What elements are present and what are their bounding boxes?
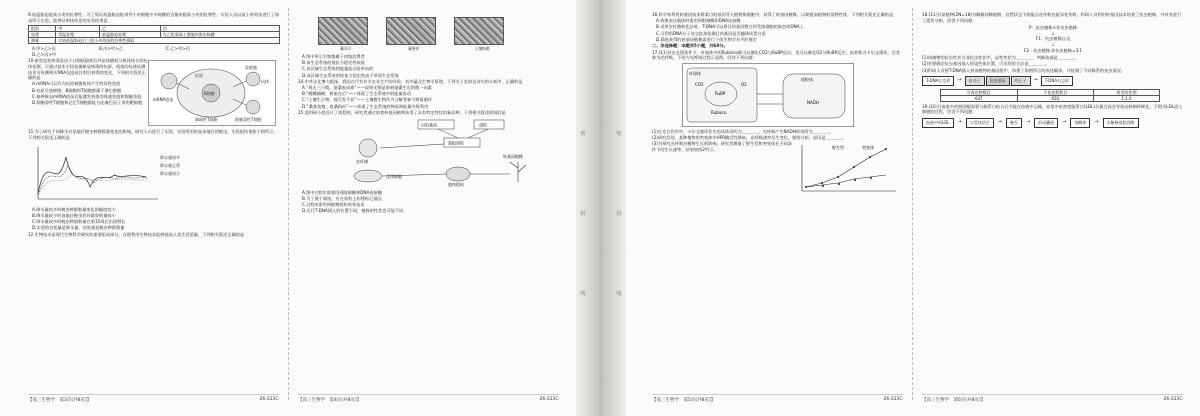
vector-segment: T-DNA右边界: [1041, 76, 1073, 86]
footer-code: ·26-223C·: [538, 397, 560, 402]
question-9: [28, 12, 280, 57]
question-14: [298, 79, 560, 109]
flow-label: 农杆菌: [356, 158, 368, 164]
immune-diagram-svg: [149, 61, 275, 125]
page-fold: [912, 8, 913, 400]
flow-step: 溶酶体: [1070, 118, 1090, 128]
subquestion: (2)若要确定抗虫基因插入的染色体位置，可采用的方法是＿＿＿＿。: [922, 61, 1050, 67]
option: B.降水量较少时该地区蝗虫的环境容纳量较小: [32, 212, 116, 218]
seal-mark: 密: [616, 131, 622, 137]
option: C.可利用DNA分子杂交技术检测目的基因是否翻译成蛋白质: [656, 30, 766, 36]
immune-diagram: [148, 60, 276, 126]
organism-photos: [298, 14, 560, 52]
seal-mark: 封: [580, 211, 586, 217]
question-10: [28, 58, 280, 128]
footer-text: 【高三生物学 第5页(共8页)】: [652, 398, 716, 403]
flow-step: 与受体结合: [966, 118, 994, 128]
right-arrow-icon: →: [1033, 77, 1038, 84]
option: D.细胞毒性T细胞和记忆T细胞都能分泌淋巴因子杀伤靶细胞: [32, 99, 143, 105]
question-16: [652, 12, 904, 42]
subquestion: (1)在光合作用中，卡尔文循环发生的具体场所为＿＿＿＿，光呼吸产生NADH的场所为＿＿＿＿。: [652, 128, 834, 134]
question-17-stem: 17.(11分)在光照条件下，叶绿体中的Rubisco既可以催化CO2与RuBP反应，也可以催化O2与RuBP反应，前者称为卡尔文循环，后者称为光呼吸。下图为光呼吸过程示意图。回答下列问题：: [652, 49, 900, 61]
option: D.后代T-DNA插入的位置不同，植株的性状也可能不同: [302, 208, 404, 214]
diagram-label: B细胞: [204, 91, 215, 97]
option: A.甲>乙>丙: [32, 46, 56, 52]
pollen-table: [940, 89, 1160, 102]
option: A.图中过程①需要用到限制酶和DNA连接酶: [302, 189, 382, 195]
question-19: [922, 104, 1184, 128]
table-cell: 1∶1.0: [1094, 95, 1160, 101]
vector-segment: 抗虫基因: [986, 76, 1010, 86]
diagram-label: CO2: [695, 81, 704, 87]
flow-step: P：抗虫植株×非抗虫植株: [1029, 25, 1077, 31]
footer-text: 【高三生物学 第6页(共8页)】: [922, 398, 986, 403]
option: A.“春无三日晴，蚕桑收成难”——说明光照是影响蚕桑生长的唯一因素: [302, 84, 432, 90]
table-cell: 650: [1017, 95, 1094, 101]
flow-label: 重组质粒: [448, 140, 464, 146]
table-cell: 在乙组基础上增施外源水杨酸: [160, 32, 279, 38]
right-arrow-icon: →: [1094, 118, 1099, 125]
flow-step: 胞吞: [1006, 118, 1022, 128]
right-arrow-icon: →: [957, 118, 962, 125]
question-11: [28, 129, 280, 230]
section-heading: 二、非选择题：本题共5小题，共60分。: [652, 43, 728, 49]
flow-label: 受体细胞: [386, 173, 402, 179]
table-cell: 处理: [29, 32, 56, 38]
question-12: [28, 232, 280, 238]
option: D.乙>丙>甲: [32, 51, 57, 57]
down-arrow-icon: ↓: [1051, 41, 1055, 47]
seal-mark: 线: [580, 291, 586, 297]
population-graph-svg: [28, 143, 208, 205]
photo-caption: 藏野驴: [408, 46, 420, 52]
option: C.过程②需用到植物组织培养技术: [302, 202, 365, 208]
growth-graph-svg: [792, 141, 902, 199]
question-12-stem: 12.生物技术是现代生物科学研究的重要组成部分，合理利用生物技术能够提高人类生活质量，下列相关叙述正确的是: [28, 231, 245, 237]
photo-image: [454, 17, 504, 45]
right-arrow-icon: →: [1062, 118, 1067, 125]
option: D.“桑基鱼塘，鱼桑俱旺”——体现了生态系统的物质和能量多级利用: [302, 103, 429, 109]
subquestion: (3)科研人员将T-DNA插入到该植物的基因组中，构建了如图所示的表达载体，并检测了不同株系的抗虫情况。: [922, 67, 1126, 73]
diagram-label: 叶绿体: [689, 70, 701, 76]
right-arrow-icon: →: [997, 118, 1002, 125]
vector-diagram: [922, 76, 1184, 86]
option: D.筛选获得的转基因植株需进行个体生物学水平的鉴定: [656, 36, 757, 42]
flow-label: 目的基因: [421, 122, 437, 128]
diagram-label: RuBP: [715, 90, 726, 96]
table-cell: 甲: [56, 26, 100, 32]
photo-image: [386, 17, 436, 45]
diagram-label: 浆细胞: [245, 65, 257, 71]
flow-step: 水解释放胆固醇: [1103, 118, 1139, 128]
question-16-stem: 16.科学家利用转基因技术将某目的基因导入植物体细胞中，获得了转基因植株，以期提高植物的某种性状，下列相关叙述正确的是: [652, 12, 894, 17]
subquestion: (3)为探究光呼吸对植物生长的影响，研究者测量了野生型和突变体在不同条件下的生长速率，结果如图2所示。: [652, 141, 792, 152]
option: A.构建表达载体时需用到限制酶和DNA连接酶: [656, 18, 741, 24]
footer-text: 【高三生物学 第4页(共8页)】: [298, 398, 362, 403]
legend-label: 突变体: [862, 145, 874, 151]
table-cell: 丙: [160, 26, 279, 32]
photorespiration-diagram-svg: [683, 64, 853, 126]
photo-block: [386, 17, 442, 52]
option: B.丙>甲>乙: [99, 46, 123, 52]
diagram-label: 辅助性T细胞: [195, 117, 218, 123]
legend-label: 降水量正常: [160, 162, 180, 168]
question-9-stem: 9.低温胁迫提高小麦的抗寒性。为了验证低温胁迫能诱导小麦细胞中水杨酸的含量来提高小麦的抗寒性，实验人员以某小麦幼苗进行了如表所示实验。能够证明该结论的实验结果是: [28, 12, 280, 23]
page-3: [28, 12, 280, 384]
diagram-label: 线粒体: [801, 76, 813, 82]
diagram-label: O2: [741, 81, 747, 87]
photo-block: [454, 17, 510, 52]
page-4-footer: [298, 394, 560, 407]
table-cell: 组别: [29, 26, 56, 32]
question-15: [298, 110, 560, 214]
question-17: [652, 50, 904, 200]
legend-label: 降水量较少: [160, 170, 180, 176]
option: C.降水量较多时蝗虫种群数量在第15周后出现增长: [32, 218, 126, 224]
table-header: 两者的比例: [1094, 89, 1160, 95]
page-5-footer: [652, 394, 904, 407]
page-5: [652, 12, 904, 384]
table-cell: 低温胁迫处理: [100, 32, 161, 38]
flow-step: 形成囊泡: [1034, 118, 1058, 128]
page-3-footer: [28, 394, 280, 407]
seal-mark: 线: [616, 291, 622, 297]
diagram-label: 抗原: [195, 73, 203, 79]
option: B.该生态系统的抵抗力稳定性较低: [302, 60, 365, 66]
page-4: [298, 12, 560, 384]
table-cell: 测量: [29, 38, 56, 44]
option: D.该区域生态系统的恢复力稳定性高于草原生态系统: [302, 72, 399, 78]
flow-label: 转基因植株: [503, 153, 523, 159]
right-arrow-icon: →: [1025, 118, 1031, 125]
question-18-stem: 18.(11分)某植物(2N=18)为雌雄同株植物，自然状态下既能自花传粉也能异花传粉。科研人员利用转基因技术培育了抗虫植株，并对其进行了遗传分析，回答下列问题：: [922, 12, 1182, 23]
down-arrow-icon: ↓: [1051, 30, 1055, 36]
table-cell: 常温处理: [56, 32, 100, 38]
photo-caption: 藏羚羊: [340, 46, 352, 52]
diagram-label: Rubisco: [711, 109, 727, 115]
diagram-label: NADH: [807, 99, 819, 105]
option: A.mRNA可以作为抗原刺激机体产生特异性免疫: [32, 81, 121, 87]
population-graph: [28, 143, 208, 205]
option: C.该区域生态系统的能量流动是单向的: [302, 66, 374, 72]
cross-flowchart: [922, 25, 1184, 53]
footer-code: ·26-223C·: [1162, 397, 1184, 402]
question-14-stem: 14.中华文化博大精深，我国古代有许多农业生产的经验，其中蕴含生物学原理，下列关于农谚及诗句的分析中，正确的是: [298, 78, 523, 84]
photo-image: [318, 17, 368, 45]
footer-code: ·26-223C·: [258, 397, 280, 402]
seal-mark: 密: [580, 131, 586, 137]
option: B.采用农杆菌转化法时，T-DNA可以将目的基因整合到受体细胞的染色体DNA上: [656, 24, 804, 30]
flow-label: 愈伤组织: [448, 181, 464, 187]
subquestion: (1)该植物的抗虫性状与非抗虫性状中，显性性状为＿＿＿＿，判断依据是＿＿＿＿。: [922, 55, 1079, 61]
question-9-table: [28, 25, 280, 44]
flow-step: 血液中的LDL: [922, 118, 954, 128]
photorespiration-diagram: [682, 63, 854, 127]
question-15-stem: 15.某科研小组设计了流程图，研究者通过培育转基因植物获得了具有特定性状的新品种，下列相关叙述错误的是: [298, 110, 506, 116]
question-19-stem: 19.(10分)血浆中的胆固醇需要与脂蛋白结合后才能在血液中运输，血浆中低密度脂蛋白(LDL)含量过高会导致动脉粥样硬化，下图为LDL进入细胞的过程，回答下列问题：: [922, 103, 1183, 115]
question-18: [922, 12, 1184, 102]
option: B.抗原呈递细胞、B细胞和T细胞都属于淋巴细胞: [32, 87, 122, 93]
subquestion: (2)研究发现，某种植物的突变体中HPR酶活性降低，光呼吸速率发生变化，据图分析，原因是＿＿＿＿。: [652, 134, 847, 140]
option: A.降水量较多时蝗虫种群数量变化的幅度较大: [32, 206, 116, 212]
option: C.“土壤生万物，地可发千祥”——土壤微生物作为分解者参与物质循环: [302, 97, 433, 103]
left-spread: [0, 0, 576, 416]
option: B.为了便于筛选，应在质粒上构建标记基因: [302, 195, 382, 201]
vector-segment: T-DNA左边界: [922, 76, 954, 86]
diagram-label: 细胞毒性T细胞: [235, 117, 262, 123]
table-header: 不育花粉数目: [1017, 89, 1094, 95]
question-10-stem: 10.新型冠状病毒是由于口咽拭取样后外泌体随机与机体结合的抗体检测，可通过技术手段检测新冠病毒的抗原，机体的抗体检测技术可检测相关RNA及疫苗注射后病毒的变化，下列相关叙述正确的是: [28, 58, 148, 81]
option: C.乙>甲>丙: [166, 46, 190, 52]
right-spread: [626, 0, 1200, 416]
question-11-stem: 11.为了研究不同降水对某地区蝗虫种群数量变化的影响，研究人员进行了实验，实验所用的是该地区的蝗虫，实验组结果如下图所示，下列相关叙述正确的是: [28, 129, 278, 140]
option: A.图中所示生物都属于初级消费者: [302, 54, 365, 59]
photo-block: [318, 17, 374, 52]
table-cell: 647: [941, 95, 1018, 101]
right-arrow-icon: →: [957, 77, 962, 84]
page-6-footer: [922, 394, 1184, 407]
ldl-flowchart: [922, 118, 1184, 128]
option: C.接种新冠mRNA疫苗后能激发机体的体液免疫和细胞免疫: [32, 93, 142, 99]
table-header: 可育花粉数目: [941, 89, 1018, 95]
legend-label: 野生型: [832, 145, 844, 151]
binding-gutter: [576, 0, 626, 416]
option: D.实验的自变量是降水量，因变量是蝗虫种群数量: [32, 225, 125, 231]
vector-segment: 启动子: [965, 76, 985, 86]
vector-segment: 终止子: [1011, 76, 1031, 86]
table-cell: 乙: [100, 26, 161, 32]
footer-code: ·26-223C·: [882, 397, 904, 402]
transgenic-flowchart-svg: [298, 118, 560, 188]
page-fold: [288, 8, 289, 400]
diagram-label: mRNA疫苗: [153, 97, 174, 103]
diagram-label: 抗体: [261, 79, 269, 85]
flow-label: 质粒: [479, 122, 487, 128]
footer-text: 【高三生物学 第3页(共8页)】: [28, 398, 92, 403]
table-cell: 比较低温胁迫后三组小麦幼苗的抗寒性强弱: [56, 38, 280, 44]
flow-step: F2：抗虫植株∶非抗虫植株=3∶1: [1024, 47, 1082, 53]
page-6: [922, 12, 1184, 384]
photo-caption: 土壤细菌: [474, 46, 490, 52]
option: B.“螳螂捕蝉，黄雀在后”——体现了生态系统中的能量流动: [302, 91, 412, 97]
legend-label: 降水量较多: [160, 154, 180, 160]
seal-mark: 封: [616, 211, 622, 217]
flow-step: F1：抗虫植株自交: [1035, 36, 1071, 42]
transgenic-flowchart: [298, 118, 560, 188]
